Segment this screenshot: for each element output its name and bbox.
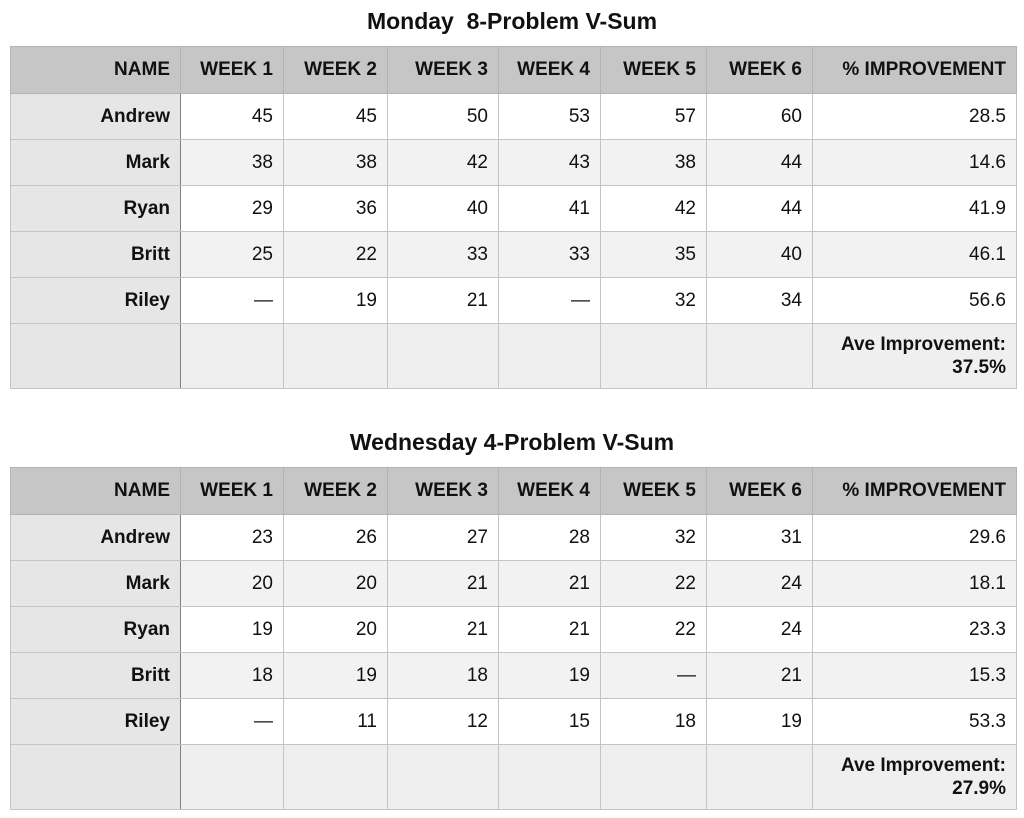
week-score-cell: 18	[601, 699, 707, 745]
table-row	[11, 607, 1017, 653]
week-score-cell: 50	[388, 94, 499, 140]
improvement-cell: 56.6	[813, 278, 1017, 324]
column-header: WEEK 2	[284, 468, 388, 515]
improvement-cell: 28.5	[813, 94, 1017, 140]
average-improvement-value: 27.9%	[952, 778, 1006, 799]
week-score-cell: 53	[499, 94, 601, 140]
column-header: WEEK 4	[499, 468, 601, 515]
week-score-cell: 21	[707, 653, 813, 699]
week-score-cell: 38	[601, 140, 707, 186]
column-header: % IMPROVEMENT	[813, 468, 1017, 515]
table-row	[11, 94, 1017, 140]
column-header: NAME	[11, 468, 181, 515]
student-name-cell: Riley	[11, 278, 181, 324]
week-score-cell: 18	[388, 653, 499, 699]
week-score-cell: 28	[499, 515, 601, 561]
week-score-cell: 44	[707, 186, 813, 232]
week-score-cell: 12	[388, 699, 499, 745]
week-score-cell: 15	[499, 699, 601, 745]
empty-cell	[601, 745, 707, 810]
average-improvement-cell	[813, 745, 1017, 810]
average-improvement-label: Ave Improvement:	[840, 334, 1006, 355]
improvement-cell: 14.6	[813, 140, 1017, 186]
week-score-cell: 22	[601, 561, 707, 607]
column-header: WEEK 2	[284, 47, 388, 94]
wednesday-table-title: Wednesday 4-Problem V-Sum	[349, 429, 675, 455]
empty-cell	[284, 745, 388, 810]
empty-cell	[181, 745, 284, 810]
student-name-cell: Andrew	[11, 515, 181, 561]
week-score-cell: 22	[284, 232, 388, 278]
week-score-cell: 23	[181, 515, 284, 561]
improvement-cell: 15.3	[813, 653, 1017, 699]
table-row	[11, 699, 1017, 745]
header-row	[11, 468, 1017, 515]
student-name-cell: Andrew	[11, 94, 181, 140]
week-score-cell: 21	[388, 561, 499, 607]
week-score-cell: 19	[499, 653, 601, 699]
week-score-cell: 60	[707, 94, 813, 140]
week-score-cell: 24	[707, 607, 813, 653]
week-score-cell: 32	[601, 515, 707, 561]
summary-row	[11, 745, 1017, 810]
student-name-cell: Mark	[11, 561, 181, 607]
week-score-cell: —	[499, 278, 601, 324]
week-score-cell: 26	[284, 515, 388, 561]
average-improvement-label: Ave Improvement:	[840, 755, 1006, 776]
improvement-cell: 29.6	[813, 515, 1017, 561]
table-row	[11, 278, 1017, 324]
week-score-cell: 20	[181, 561, 284, 607]
improvement-cell: 46.1	[813, 232, 1017, 278]
monday-table-title: Monday 8-Problem V-Sum	[366, 8, 658, 34]
table-row	[11, 561, 1017, 607]
table-row	[11, 653, 1017, 699]
column-header: WEEK 3	[388, 468, 499, 515]
week-score-cell: 33	[499, 232, 601, 278]
student-name-cell: Riley	[11, 699, 181, 745]
week-score-cell: 45	[181, 94, 284, 140]
week-score-cell: 45	[284, 94, 388, 140]
average-improvement-value: 37.5%	[952, 357, 1006, 378]
week-score-cell: 21	[388, 278, 499, 324]
week-score-cell: 40	[707, 232, 813, 278]
week-score-cell: 19	[181, 607, 284, 653]
column-header: WEEK 4	[499, 47, 601, 94]
table-row	[11, 140, 1017, 186]
empty-cell	[601, 324, 707, 389]
week-score-cell: 36	[284, 186, 388, 232]
week-score-cell: 29	[181, 186, 284, 232]
week-score-cell: 38	[284, 140, 388, 186]
improvement-cell: 23.3	[813, 607, 1017, 653]
week-score-cell: 35	[601, 232, 707, 278]
week-score-cell: —	[181, 699, 284, 745]
student-name-cell: Ryan	[11, 186, 181, 232]
column-header: WEEK 6	[707, 468, 813, 515]
table-row	[11, 232, 1017, 278]
empty-cell	[388, 745, 499, 810]
header-row	[11, 47, 1017, 94]
table-row	[11, 186, 1017, 232]
column-header: WEEK 5	[601, 47, 707, 94]
empty-cell	[707, 745, 813, 810]
column-header: WEEK 1	[181, 468, 284, 515]
improvement-cell: 41.9	[813, 186, 1017, 232]
empty-cell	[181, 324, 284, 389]
week-score-cell: 21	[388, 607, 499, 653]
empty-cell	[499, 745, 601, 810]
column-header: WEEK 1	[181, 47, 284, 94]
week-score-cell: 22	[601, 607, 707, 653]
week-score-cell: —	[601, 653, 707, 699]
week-score-cell: 44	[707, 140, 813, 186]
week-score-cell: 21	[499, 607, 601, 653]
week-score-cell: 19	[284, 653, 388, 699]
empty-cell	[388, 324, 499, 389]
week-score-cell: 42	[388, 140, 499, 186]
week-score-cell: 27	[388, 515, 499, 561]
column-header: NAME	[11, 47, 181, 94]
week-score-cell: 20	[284, 561, 388, 607]
improvement-cell: 53.3	[813, 699, 1017, 745]
week-score-cell: 20	[284, 607, 388, 653]
week-score-cell: 42	[601, 186, 707, 232]
week-score-cell: 41	[499, 186, 601, 232]
week-score-cell: 25	[181, 232, 284, 278]
column-header: WEEK 5	[601, 468, 707, 515]
week-score-cell: 21	[499, 561, 601, 607]
student-name-cell: Britt	[11, 232, 181, 278]
week-score-cell: 19	[707, 699, 813, 745]
week-score-cell: 40	[388, 186, 499, 232]
average-improvement-cell	[813, 324, 1017, 389]
week-score-cell: 24	[707, 561, 813, 607]
column-header: WEEK 6	[707, 47, 813, 94]
monday-vsum-table	[10, 46, 1017, 389]
student-name-cell: Britt	[11, 653, 181, 699]
week-score-cell: 18	[181, 653, 284, 699]
student-name-cell: Ryan	[11, 607, 181, 653]
summary-row	[11, 324, 1017, 389]
week-score-cell: 19	[284, 278, 388, 324]
week-score-cell: 32	[601, 278, 707, 324]
empty-cell	[499, 324, 601, 389]
week-score-cell: 34	[707, 278, 813, 324]
week-score-cell: 33	[388, 232, 499, 278]
week-score-cell: —	[181, 278, 284, 324]
empty-cell	[11, 745, 181, 810]
week-score-cell: 38	[181, 140, 284, 186]
week-score-cell: 31	[707, 515, 813, 561]
week-score-cell: 57	[601, 94, 707, 140]
student-name-cell: Mark	[11, 140, 181, 186]
week-score-cell: 11	[284, 699, 388, 745]
empty-cell	[284, 324, 388, 389]
wednesday-vsum-table	[10, 467, 1017, 810]
week-score-cell: 43	[499, 140, 601, 186]
column-header: WEEK 3	[388, 47, 499, 94]
empty-cell	[707, 324, 813, 389]
improvement-cell: 18.1	[813, 561, 1017, 607]
empty-cell	[11, 324, 181, 389]
table-row	[11, 515, 1017, 561]
column-header: % IMPROVEMENT	[813, 47, 1017, 94]
